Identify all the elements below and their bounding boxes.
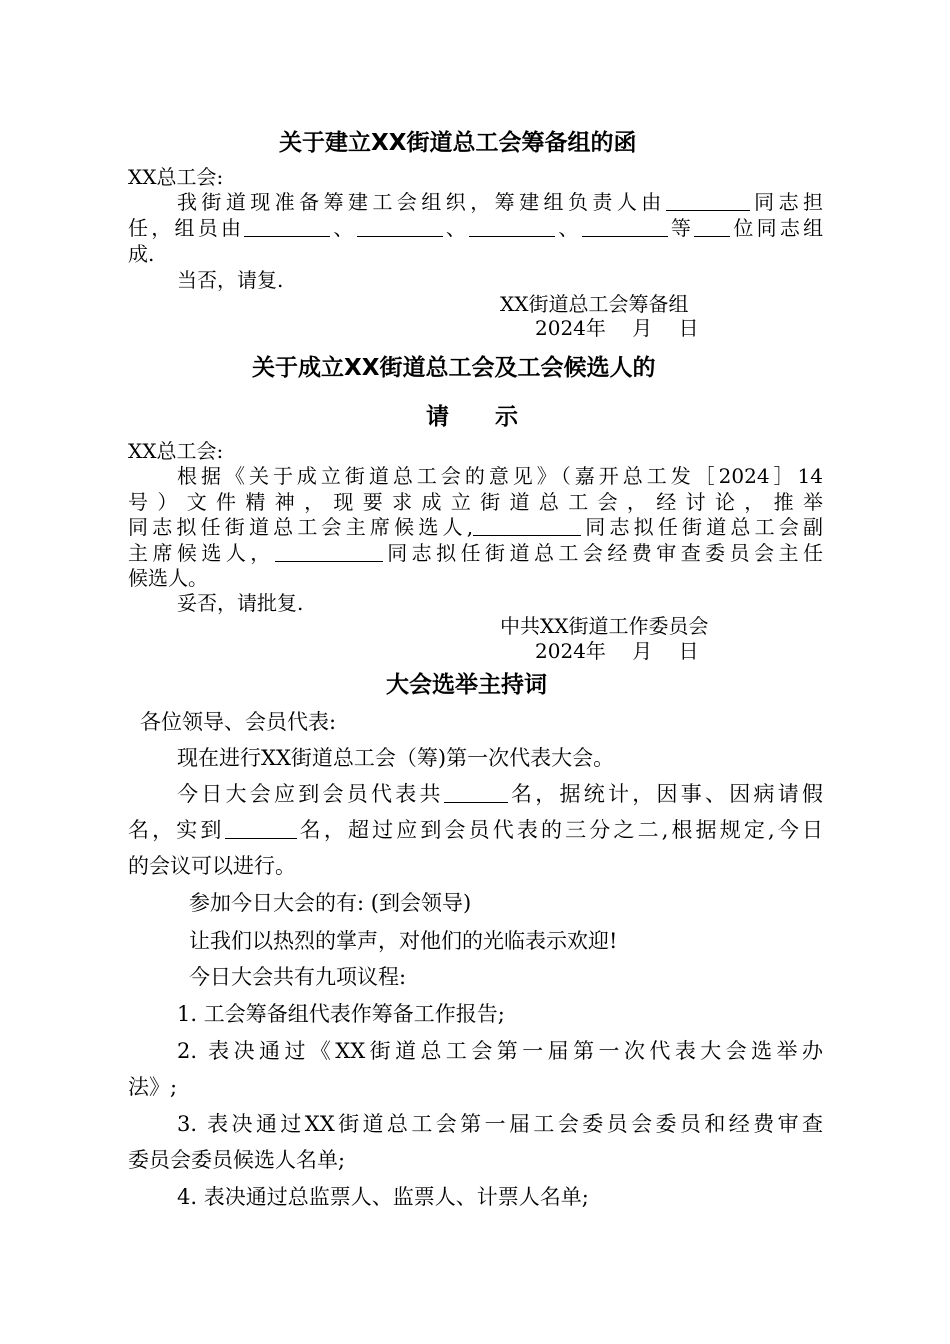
agenda-item-2-line1: 2. 表决通过《XX街道总工会第一届第一次代表大会选举办 xyxy=(177,1039,823,1063)
doc2-text: 同志拟任街道总工会副 xyxy=(581,515,824,539)
doc2-closing: 妥否，请批复. xyxy=(177,591,304,615)
doc3-text: 名，实到 xyxy=(128,818,225,842)
name-blank xyxy=(473,517,581,536)
agenda-item-2-line2: 法》; xyxy=(128,1075,178,1099)
doc3-paragraph-2-line1 xyxy=(177,778,823,808)
doc3-paragraph-5: 今日大会共有九项议程: xyxy=(189,965,407,989)
doc1-text: 同志担 xyxy=(749,190,824,214)
separator: 、 xyxy=(555,216,582,240)
doc1-body-line2 xyxy=(128,212,823,241)
count-blank xyxy=(225,820,297,839)
doc2-sign-date: 2024年 月 日 xyxy=(535,639,699,663)
doc3-text: 名，据统计，因事、因病请假 xyxy=(507,782,823,806)
doc3-greeting: 各位领导、会员代表: xyxy=(140,710,337,734)
doc2-text: 主席候选人， xyxy=(128,541,275,565)
doc1-text: 任，组员由 xyxy=(128,216,245,240)
doc1-sign-date: 2024年 月 日 xyxy=(535,316,699,340)
agenda-item-1: 1. 工会筹备组代表作筹备工作报告; xyxy=(177,1002,505,1026)
name-blank xyxy=(357,218,443,237)
doc2-body-line4 xyxy=(128,537,823,566)
doc1-body-line1 xyxy=(177,186,823,215)
doc1-body-line3: 成. xyxy=(128,242,155,266)
doc2-body-line2: 号）文件精神，现要求成立街道总工会，经讨论，推举 xyxy=(128,490,823,514)
count-blank xyxy=(694,218,730,237)
separator: 、 xyxy=(442,216,470,240)
doc3-paragraph-2-line2 xyxy=(128,814,823,844)
name-blank xyxy=(469,218,555,237)
doc1-text: 等 xyxy=(667,216,695,240)
doc1-sign-org: XX街道总工会筹备组 xyxy=(500,292,689,316)
doc2-salutation: XX总工会: xyxy=(128,439,224,463)
doc1-text: 位同志组 xyxy=(730,216,824,240)
doc1-text: 我街道现准备筹建工会组织，筹建组负责人由 xyxy=(177,190,666,214)
doc1-title: 关于建立XX街道总工会筹备组的函 xyxy=(279,130,637,156)
doc1-closing: 当否，请复. xyxy=(177,268,284,292)
doc2-sign-org: 中共XX街道工作委员会 xyxy=(500,614,709,638)
agenda-item-3-line1: 3. 表决通过XX街道总工会第一届工会委员会委员和经费审查 xyxy=(177,1112,823,1136)
count-blank xyxy=(444,784,508,803)
doc2-title-line1: 关于成立XX街道总工会及工会候选人的 xyxy=(252,355,656,381)
agenda-item-4: 4. 表决通过总监票人、监票人、计票人名单; xyxy=(177,1185,589,1209)
doc2-text: 同志拟任街道总工会经费审查委员会主任 xyxy=(382,541,823,565)
doc3-paragraph-3: 参加今日大会的有: (到会领导) xyxy=(189,891,472,915)
doc3-paragraph-2-line3: 的会议可以进行。 xyxy=(128,854,296,878)
doc2-body-line1: 根据《关于成立街道总工会的意见》（嘉开总工发［2024］14 xyxy=(177,464,823,488)
name-blank xyxy=(244,218,330,237)
separator: 、 xyxy=(330,216,357,240)
doc3-text: 名，超过应到会员代表的三分之二,根据规定,今日 xyxy=(296,818,823,842)
doc2-body-line5: 候选人。 xyxy=(128,566,208,590)
doc3-paragraph-1: 现在进行XX街道总工会（筹)第一次代表大会。 xyxy=(177,746,615,770)
doc3-text: 今日大会应到会员代表共 xyxy=(177,782,444,806)
name-blank xyxy=(582,218,668,237)
doc1-salutation: XX总工会: xyxy=(128,165,224,189)
doc2-text: 同志拟任街道总工会主席候选人, xyxy=(128,515,474,539)
agenda-item-3-line2: 委员会委员候选人名单; xyxy=(128,1148,346,1172)
doc3-paragraph-4: 让我们以热烈的掌声，对他们的光临表示欢迎! xyxy=(189,929,618,953)
doc3-title: 大会选举主持词 xyxy=(386,672,547,698)
doc2-body-line3 xyxy=(128,511,823,540)
name-blank xyxy=(275,543,383,562)
name-blank xyxy=(666,192,750,211)
doc2-title-line2: 请 示 xyxy=(426,404,518,430)
